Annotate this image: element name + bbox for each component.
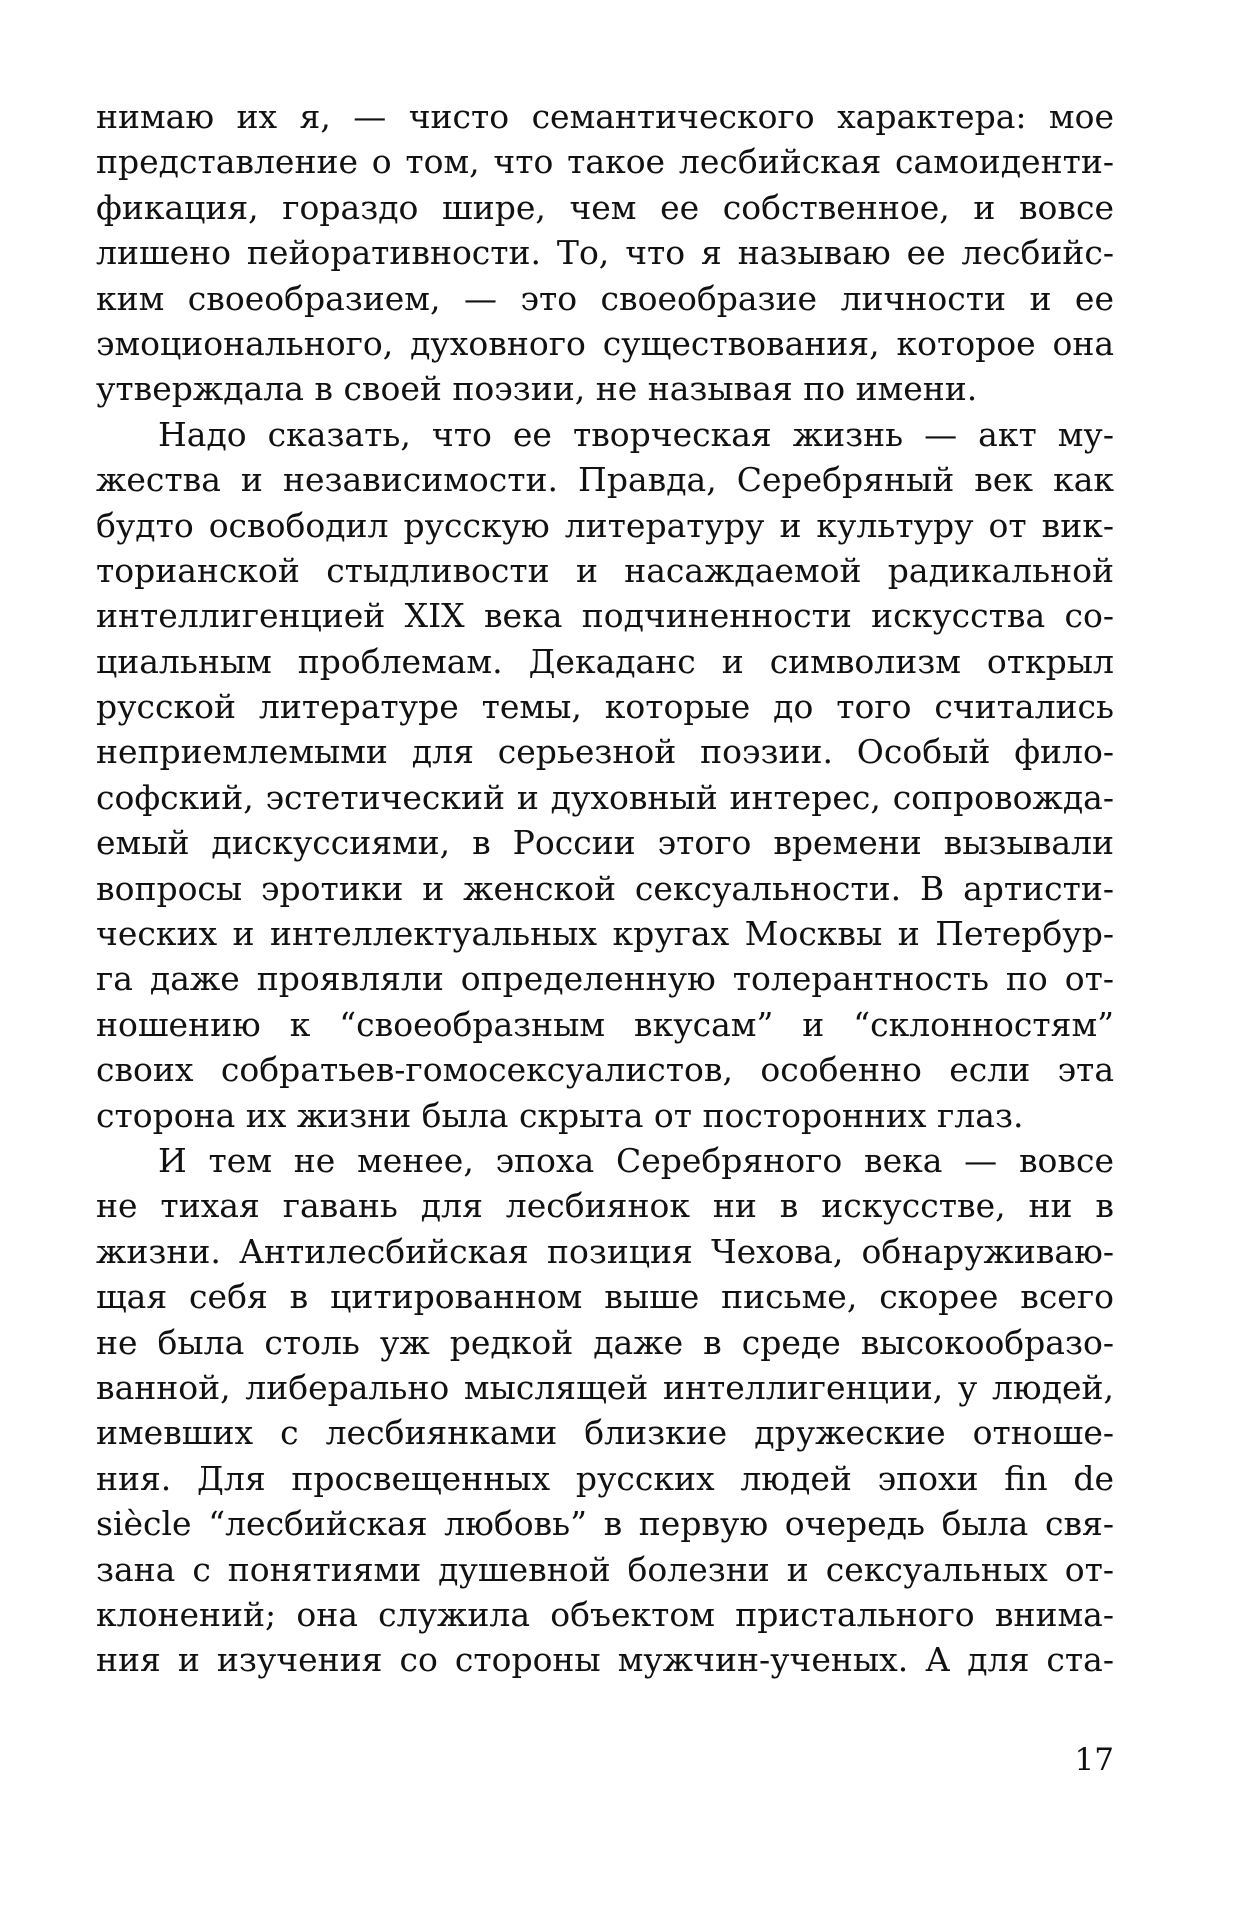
text-line: фикация, гораздо шире, чем ее собственное, и вовсе [96,187,1114,227]
text-line: зана с понятиями душевной болезни и сексуальных от- [96,1549,1114,1589]
text-line: русской литературе темы, которые до того считались [96,687,1114,727]
text-line: нимаю их я, — чисто семантического характера: мое [96,97,1114,136]
text-line: жества и независимости. Правда, Серебряный век как [96,460,1114,500]
text-line: га даже проявляли определенную толерантность по от- [96,959,1114,999]
text-line: не тихая гавань для лесбиянок ни в искусстве, ни в [96,1186,1114,1226]
text-line: представление о том, что такое лесбийская самоиденти- [96,142,1114,182]
text-line: siècle “лесбийская любовь” в первую очередь была свя- [96,1504,1114,1544]
text-line: жизни. Антилесбийская позиция Чехова, обнаруживаю- [96,1231,1114,1271]
text-line: ким своеобразием, — это своеобразие личности и ее [96,278,1114,318]
text-line: Надо сказать, что ее творческая жизнь — акт му- [158,414,1114,454]
body-text [96,94,1114,1683]
text-line: клонений; она служила объектом пристального внима- [96,1594,1114,1634]
text-line: интеллигенцией XIX века подчиненности искусства со- [96,596,1114,636]
text-line: утверждала в своей поэзии, не называя по имени. [96,369,978,409]
text-line: щая себя в цитированном выше письме, скорее всего [96,1277,1114,1317]
text-line: ния и изучения со стороны мужчин-ученых. А для ста- [96,1640,1114,1680]
text-line: емый дискуссиями, в России этого времени вызывали [96,823,1114,863]
text-line: будто освободил русскую литературу и культуру от вик- [96,505,1114,545]
text-line: лишено пейоративности. То, что я называю ее лесбийс- [96,233,1114,273]
text-line: ношению к “своеобразным вкусам” и “склонностям” [96,1004,1114,1044]
text-line: не была столь уж редкой даже в среде высокообразо- [96,1322,1114,1362]
text-line: имевших с лесбиянками близкие дружеские отноше- [96,1413,1114,1453]
page-number: 17 [1074,1742,1114,1778]
text-line: ния. Для просвещенных русских людей эпохи fin de [96,1458,1114,1498]
text-line: эмоционального, духовного существования, которое она [96,323,1114,363]
text-line: неприемлемыми для серьезной поэзии. Особый фило- [96,732,1114,772]
text-line: софский, эстетический и духовный интерес, сопровожда- [96,777,1114,817]
text-line: ческих и интеллектуальных кругах Москвы и Петербур- [96,914,1114,954]
text-line: ванной, либерально мыслящей интеллигенции, у людей, [96,1367,1114,1407]
text-line: торианской стыдливости и насаждаемой радикальной [96,550,1114,590]
text-line: вопросы эротики и женской сексуальности. В артисти- [96,868,1114,908]
text-line: сторона их жизни была скрыта от посторонних глаз. [96,1095,1024,1135]
text-line: своих собратьев-гомосексуалистов, особенно если эта [96,1050,1114,1090]
text-line: циальным проблемам. Декаданс и символизм открыл [96,641,1114,681]
text-line: И тем не менее, эпоха Серебряного века — вовсе [158,1140,1114,1180]
